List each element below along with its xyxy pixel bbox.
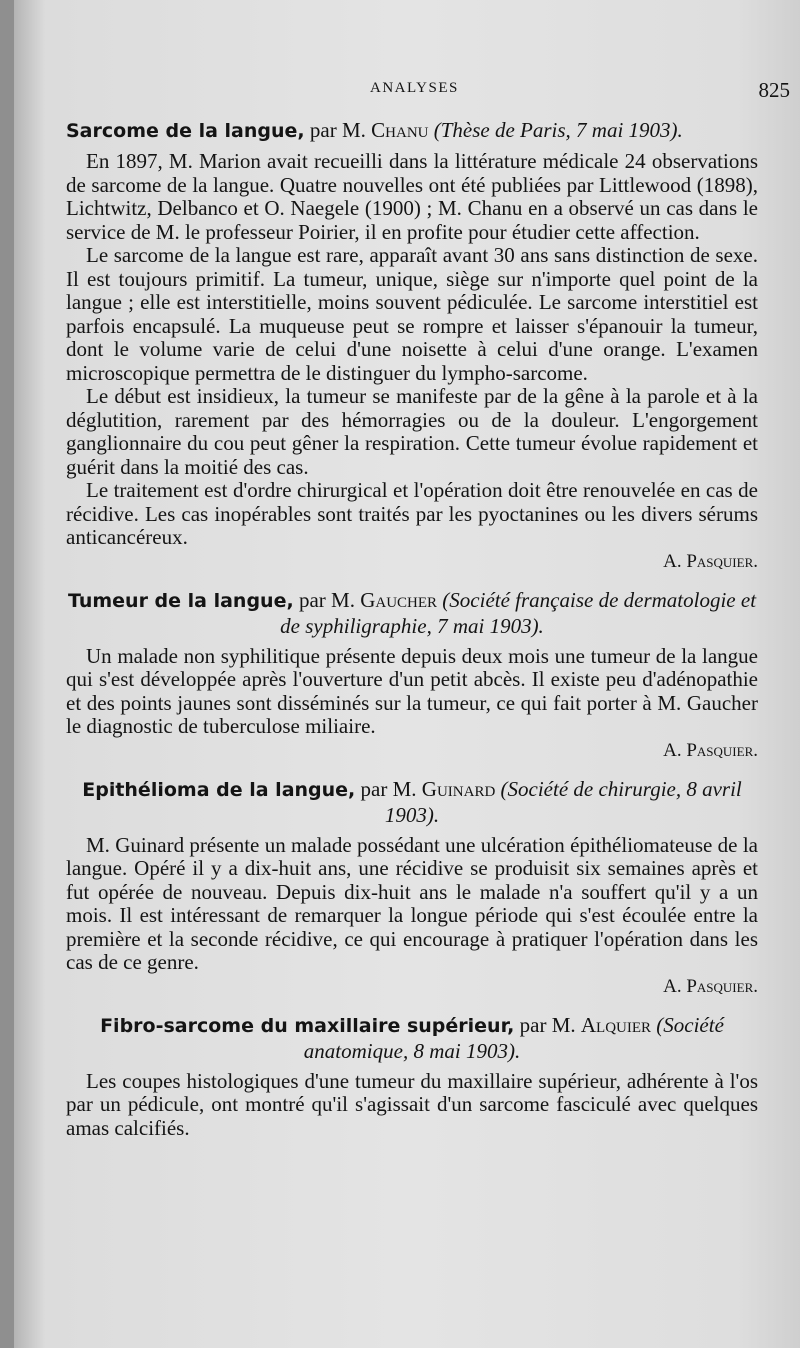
paragraph: Le traitement est d'ordre chirurgical et l'opération doit être renouvelée en cas de récidive. Les cas inopérables sont traités par les pyoctanines ou les divers sérums anticancéreux. <box>66 478 758 549</box>
title-by: par M. <box>514 1012 581 1037</box>
title-by: par M. <box>293 587 361 612</box>
signature-text: A. Pasquier. <box>663 975 758 997</box>
title-source: (Société française de dermatologie et de syphiligraphie, 7 mai 1903). <box>280 587 757 638</box>
article-title <box>66 588 758 639</box>
paragraph: Les coupes histologiques d'une tumeur du maxillaire supérieur, adhérente à l'os par un pédicule, ont montré qu'il s'agissait d'un sarcome fasciculé avec quelques amas calcifiés. <box>66 1068 758 1140</box>
running-head: ANALYSES <box>370 80 459 96</box>
title-author: Alquier <box>580 1012 652 1037</box>
signature-text: A. Pasquier. <box>663 739 758 761</box>
title-source: (Société anatomique, 8 mai 1903). <box>303 1012 724 1063</box>
title-author: Gaucher <box>360 587 438 612</box>
title-subject: Tumeur de la langue, <box>67 589 294 612</box>
page-content <box>66 118 758 1154</box>
signature-text: A. Pasquier. <box>663 550 758 572</box>
paragraph: M. Guinard présente un malade possédant une ulcération épithéliomateuse de la langue. Opéré il y a dix-huit ans, une récidive se produisit six semaines après et fut opérée de nouveau. Depuis dix-huit ans le malade n'a souffert qu'il y a un mois. Il est intéressant de remarquer la longue période qui s'est écoulée entre la première et la seconde récidive, ce qui encourage à pratiquer l'opération dans les cas de ce genre. <box>66 832 758 974</box>
title-subject: Sarcome de la langue, <box>66 120 305 142</box>
title-author: Chanu <box>371 118 429 142</box>
paragraph: En 1897, M. Marion avait recueilli dans la littérature médicale 24 observations de sarcome de la langue. Quatre nouvelles ont été publiées par Littlewood (1898), Lichtwitz, Delbanco et O. Naegele (1900) ; M. Chanu en a observé un cas dans le service de M. le professeur Poirier, il en profite pour étudier cette affection. <box>66 149 758 244</box>
signature <box>66 975 758 999</box>
article-title <box>66 777 758 828</box>
paragraph: Un malade non syphilitique présente depuis deux mois une tumeur de la langue qui s'est développée après l'ouverture d'un petit abcès. Il existe peu d'adénopathie et des points jaunes sont disséminés sur la tumeur, ce qui fait porter à M. Gaucher le diagnostic de tuberculose miliaire. <box>66 643 758 738</box>
article-fibro-sarcome <box>66 1013 758 1141</box>
page-number: 825 <box>758 78 790 102</box>
signature <box>66 739 758 763</box>
article-sarcome-langue <box>66 118 758 574</box>
title-by: par M. <box>355 776 422 801</box>
title-author: Guinard <box>421 776 496 801</box>
title-subject: Fibro-sarcome du maxillaire supérieur, <box>100 1014 515 1037</box>
title-subject: Epithélioma de la langue, <box>82 778 356 801</box>
article-title <box>66 118 758 144</box>
title-source: (Société de chirurgie, 8 avril 1903). <box>384 776 742 827</box>
title-source: (Thèse de Paris, 7 mai 1903). <box>428 118 683 142</box>
paragraph: Le début est insidieux, la tumeur se manifeste par de la gêne à la parole et à la déglutition, rarement par des hémorragies ou de la douleur. L'engorgement ganglionnaire du cou peut gêner la respiration. Cette tumeur évolue rapidement et guérit dans la moitié des cas. <box>66 384 758 479</box>
article-title <box>66 1013 758 1064</box>
title-by: par M. <box>304 118 372 142</box>
article-epithelioma-langue <box>66 777 758 999</box>
signature <box>66 550 758 574</box>
page-header <box>14 78 800 102</box>
document-page <box>14 0 800 1348</box>
article-tumeur-langue <box>66 588 758 763</box>
paragraph: Le sarcome de la langue est rare, apparaît avant 30 ans sans distinction de sexe. Il est toujours primitif. La tumeur, unique, siège sur n'importe quel point de la langue ; elle est interstitielle, moins souvent pédiculée. Le sarcome interstitiel est parfois encapsulé. La muqueuse peut se rompre et laisser s'épanouir la tumeur, dont le volume varie de celui d'une noisette à celui d'une orange. L'examen microscopique permettra de le distinguer du lympho-sarcome. <box>66 243 758 385</box>
